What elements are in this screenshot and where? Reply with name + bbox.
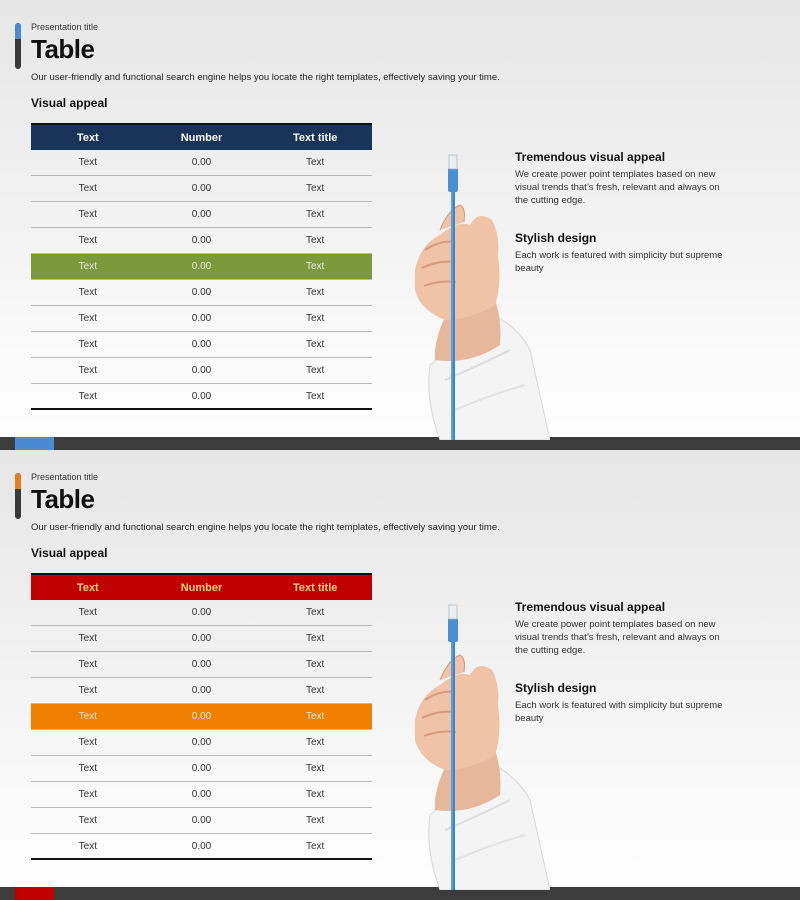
table-cell: Text	[306, 659, 325, 670]
table-cell: Text	[78, 685, 97, 696]
table-cell: Text	[306, 840, 325, 852]
table-cell: Text	[306, 815, 325, 826]
intro-text: Our user-friendly and functional search engine helps you locate the right templates, effectively saving your time.	[31, 72, 500, 83]
table-cell: Text	[306, 711, 325, 722]
table-header-cell: Text	[76, 581, 99, 594]
feature-description: We create power point templates based on new visual trends that’s fresh, relevant and always on the cutting edge.	[515, 169, 720, 206]
table-cell: 0.00	[191, 365, 212, 376]
section-heading: Visual appeal	[31, 546, 108, 560]
table-row	[31, 358, 372, 384]
accent-fill	[15, 23, 21, 39]
table-cell: Text	[306, 390, 325, 402]
slide-2	[0, 450, 800, 900]
table-cell: Text	[78, 235, 97, 246]
table-cell: Text	[78, 840, 97, 852]
table-cell: 0.00	[191, 339, 212, 350]
table-cell: Text	[78, 633, 97, 644]
feature-title: Tremendous visual appeal	[515, 150, 666, 164]
feature-description: We create power point templates based on new visual trends that’s fresh, relevant and always on the cutting edge.	[515, 619, 720, 656]
table-cell: Text	[306, 737, 325, 748]
table-cell: Text	[306, 365, 325, 376]
table-row	[31, 202, 372, 228]
table-cell: Text	[306, 633, 325, 644]
table-row	[31, 306, 372, 332]
table-row	[31, 228, 372, 254]
table-cell: Text	[306, 339, 325, 350]
table-row	[31, 808, 372, 834]
footer-tab	[15, 437, 54, 450]
table-cell: Text	[306, 685, 325, 696]
feature-title: Tremendous visual appeal	[515, 600, 666, 614]
accent-fill	[15, 473, 21, 489]
table-cell: Text	[306, 763, 325, 774]
table-header-cell: Number	[180, 131, 223, 144]
table-row	[31, 756, 372, 782]
table-cell: 0.00	[191, 633, 212, 644]
table-cell: Text	[78, 209, 97, 220]
data-table	[31, 573, 372, 860]
table-row	[31, 332, 372, 358]
section-heading: Visual appeal	[31, 96, 108, 110]
table-cell: Text	[78, 789, 97, 800]
table-cell: Text	[78, 157, 97, 168]
table-cell: 0.00	[191, 737, 212, 748]
slide-title: Table	[31, 34, 95, 64]
feature-title: Stylish design	[515, 231, 597, 245]
table-row	[31, 730, 372, 756]
table-row	[31, 678, 372, 704]
table-cell: 0.00	[191, 235, 212, 246]
table-header-cell: Number	[180, 581, 223, 594]
table-header-row	[31, 573, 372, 600]
table-cell: 0.00	[191, 313, 212, 324]
table-cell: Text	[78, 313, 97, 324]
table-header-row	[31, 123, 372, 150]
table-cell: Text	[78, 737, 97, 748]
hand-cable-photo	[400, 150, 550, 440]
table-row-highlighted	[31, 704, 372, 730]
table-cell: 0.00	[191, 157, 212, 168]
table-cell: 0.00	[191, 685, 212, 696]
table-row	[31, 280, 372, 306]
table-cell: Text	[306, 261, 325, 272]
table-cell: 0.00	[191, 789, 212, 800]
table-cell: 0.00	[191, 815, 212, 826]
table-cell: 0.00	[191, 209, 212, 220]
table-header-cell: Text	[76, 131, 99, 144]
table-cell: Text	[306, 313, 325, 324]
feature-description: Each work is featured with simplicity but supreme beauty	[515, 700, 723, 724]
table-row	[31, 600, 372, 626]
table-row	[31, 782, 372, 808]
table-cell: Text	[78, 711, 97, 722]
table-row	[31, 150, 372, 176]
table-cell: Text	[78, 607, 97, 618]
table-row	[31, 834, 372, 860]
table-cell: 0.00	[191, 261, 212, 272]
hand-cable-photo	[400, 600, 550, 890]
table-cell: Text	[78, 287, 97, 298]
title-accent-bar	[15, 23, 21, 69]
table-cell: 0.00	[191, 183, 212, 194]
table-cell: Text	[78, 815, 97, 826]
table-cell: 0.00	[191, 659, 212, 670]
table-cell: 0.00	[191, 840, 212, 852]
table-header-cell: Text title	[292, 581, 338, 594]
table-cell: Text	[78, 763, 97, 774]
presentation-title: Presentation title	[31, 472, 99, 482]
table-cell: Text	[306, 235, 325, 246]
feature-title: Stylish design	[515, 681, 597, 695]
table-header-cell: Text title	[292, 131, 338, 144]
table-cell: Text	[78, 183, 97, 194]
slide-title: Table	[31, 484, 95, 514]
presentation-title: Presentation title	[31, 22, 99, 32]
title-accent-bar	[15, 473, 21, 519]
table-cell: 0.00	[191, 711, 212, 722]
table-cell: 0.00	[191, 763, 212, 774]
table-cell: Text	[306, 789, 325, 800]
table-cell: Text	[78, 390, 97, 402]
table-cell: Text	[78, 365, 97, 376]
table-cell: Text	[306, 157, 325, 168]
table-cell: 0.00	[191, 287, 212, 298]
footer-tab	[15, 887, 54, 900]
table-cell: Text	[78, 659, 97, 670]
table-cell: Text	[306, 607, 325, 618]
table-cell: 0.00	[191, 607, 212, 618]
intro-text: Our user-friendly and functional search engine helps you locate the right templates, effectively saving your time.	[31, 522, 500, 533]
feature-description: Each work is featured with simplicity but supreme beauty	[515, 250, 723, 274]
table-row	[31, 384, 372, 410]
table-cell: Text	[306, 287, 325, 298]
table-row	[31, 626, 372, 652]
table-cell: Text	[306, 183, 325, 194]
table-row	[31, 652, 372, 678]
table-cell: 0.00	[191, 390, 212, 402]
table-row-highlighted	[31, 254, 372, 280]
table-cell: Text	[78, 261, 97, 272]
table-cell: Text	[78, 339, 97, 350]
table-cell: Text	[306, 209, 325, 220]
data-table	[31, 123, 372, 410]
table-row	[31, 176, 372, 202]
